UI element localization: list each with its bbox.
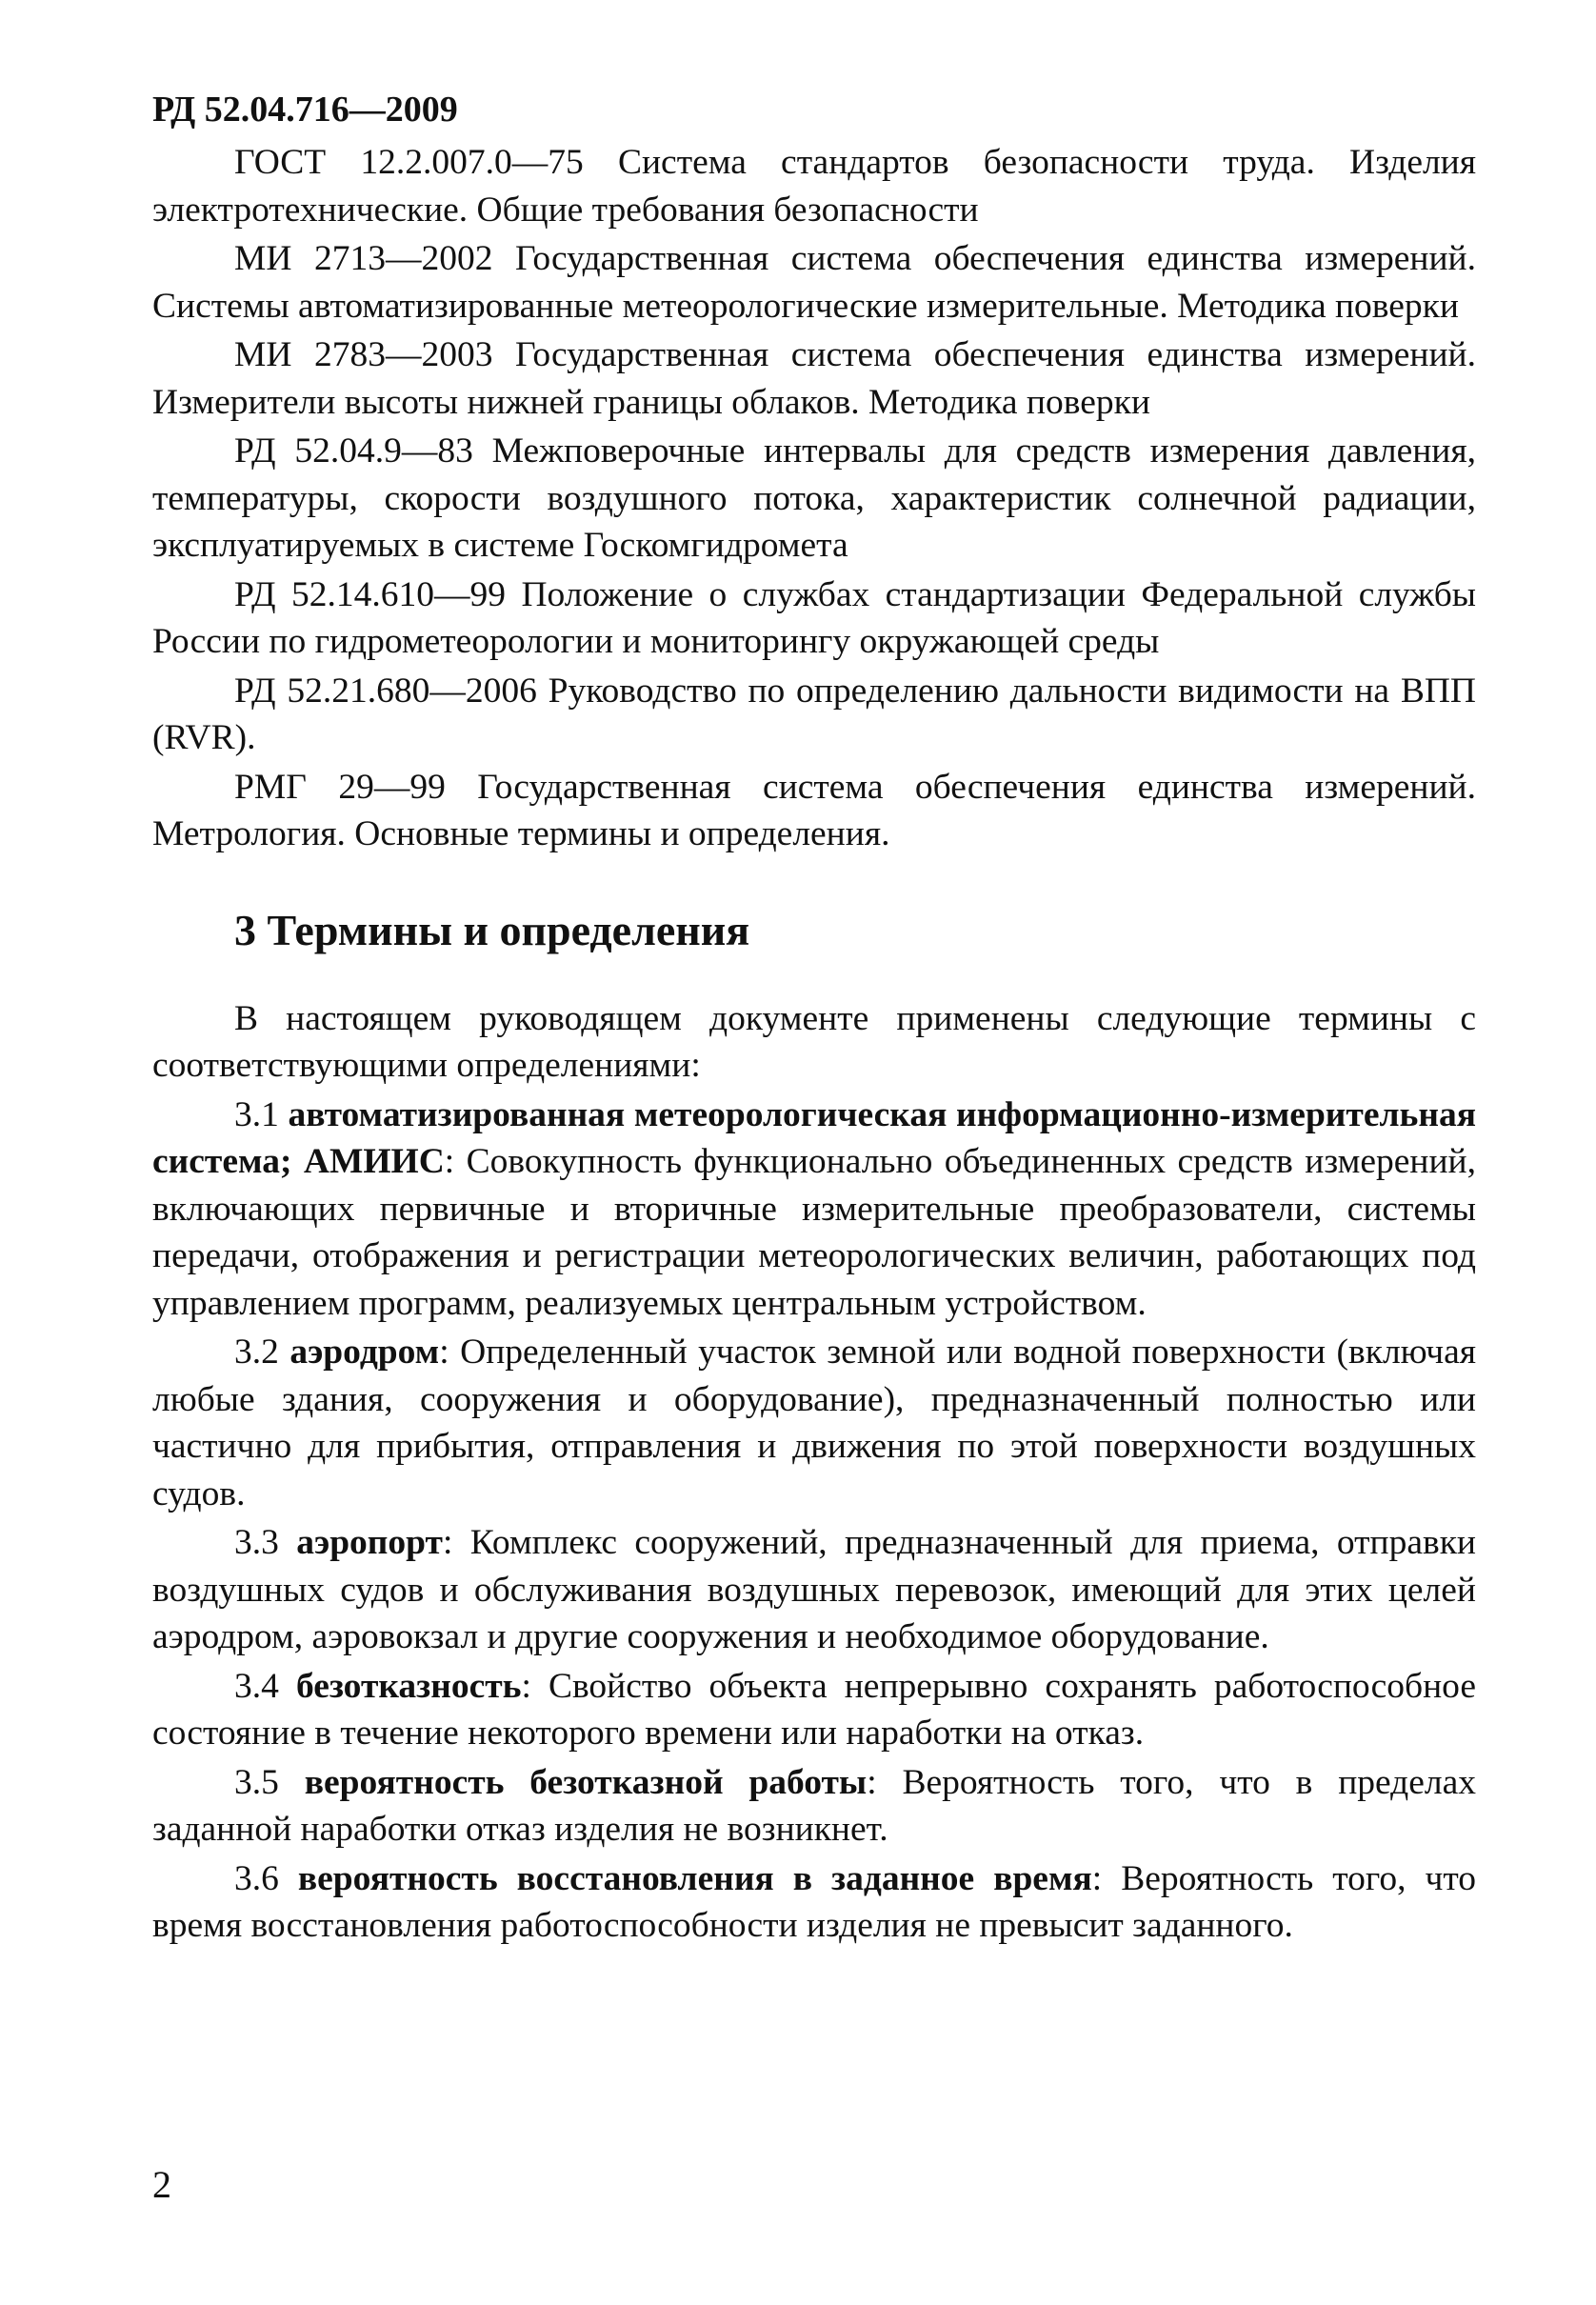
term-number: 3.2 [234, 1333, 290, 1372]
section-intro: В настоящем руководящем документе применены следующие термины с соответствующими определениями: [152, 998, 1476, 1085]
reference-item: МИ 2783—2003 Государственная система обеспечения единства измерений. Измерители высоты нижней границы облаков. Методика поверки [152, 335, 1476, 422]
term-entry [152, 1759, 1476, 1854]
reference-item: РД 52.21.680—2006 Руководство по определению дальности видимости на ВПП (RVR). [152, 671, 1476, 757]
section-heading: 3 Термины и определения [234, 905, 750, 954]
page-number: 2 [152, 2163, 171, 2206]
term-definition: : Свойство объекта непрерывно сохранять работоспособное состояние в течение некоторого времени или наработки на отказ. [152, 1666, 1477, 1753]
term-definition: : Определенный участок земной или водной поверхности (включая любые здания, сооружения и оборудование), предназначенный полностью или частично для прибытия, отправления и движения по этой поверхности воздушных судов. [152, 1333, 1476, 1513]
term-definition: : Вероятность того, что время восстановления работоспособности изделия не превысит заданного. [152, 1858, 1476, 1945]
references-list [152, 139, 1476, 858]
reference-item: РД 52.04.9—83 Межповерочные интервалы для средств измерения давления, температуры, скорости воздушного потока, характеристик солнечной радиации, эксплуатируемых в системе Госкомгидромета [152, 431, 1476, 565]
term-number: 3.6 [234, 1858, 298, 1898]
term-name: вероятность безотказной работы [304, 1762, 868, 1802]
term-number: 3.1 [234, 1094, 289, 1134]
reference-item: РМГ 29—99 Государственная система обеспечения единства измерений. Метрология. Основные термины и определения. [152, 767, 1476, 853]
term-entry [152, 1663, 1476, 1757]
term-name: безотказность [295, 1666, 522, 1706]
term-name: вероятность восстановления в заданное время [297, 1858, 1092, 1898]
term-definition: : Вероятность того, что в пределах заданной наработки отказ изделия не возникнет. [152, 1762, 1477, 1849]
document-page [152, 86, 1476, 1950]
term-number: 3.4 [234, 1666, 296, 1706]
term-number: 3.3 [234, 1523, 297, 1562]
term-entry [152, 1329, 1476, 1517]
term-entry [152, 1855, 1476, 1950]
reference-item: ГОСТ 12.2.007.0—75 Система стандартов безопасности труда. Изделия электротехнические. Общие требования безопасности [152, 143, 1476, 230]
term-name: автоматизированная метеорологическая информационно-измерительная система; АМИИС [152, 1094, 1476, 1181]
term-name: аэропорт [296, 1523, 443, 1562]
reference-item: РД 52.14.610—99 Положение о службах стандартизации Федеральной службы России по гидрометеорологии и мониторингу окружающей среды [152, 574, 1476, 661]
term-number: 3.5 [234, 1762, 305, 1802]
document-code: РД 52.04.716—2009 [152, 90, 458, 130]
term-name: аэродром [289, 1333, 440, 1372]
term-entry [152, 1092, 1476, 1328]
term-entry [152, 1519, 1476, 1661]
term-definition: : Комплекс сооружений, предназначенный для приема, отправки воздушных судов и обслуживания воздушных перевозок, имеющий для этих целей аэродром, аэровокзал и другие сооружения и необходимое оборудование. [152, 1523, 1476, 1656]
term-definition: : Совокупность функционально объединенных средств измерений, включающих первичные и вторичные измерительные преобразователи, системы передачи, отображения и регистрации метеорологических величин, работающих под управлением программ, реализуемых центральным устройством. [152, 1142, 1476, 1323]
reference-item: МИ 2713—2002 Государственная система обеспечения единства измерений. Системы автоматизированные метеорологические измерительные. Методика поверки [152, 239, 1476, 326]
terms-section [152, 995, 1476, 1950]
